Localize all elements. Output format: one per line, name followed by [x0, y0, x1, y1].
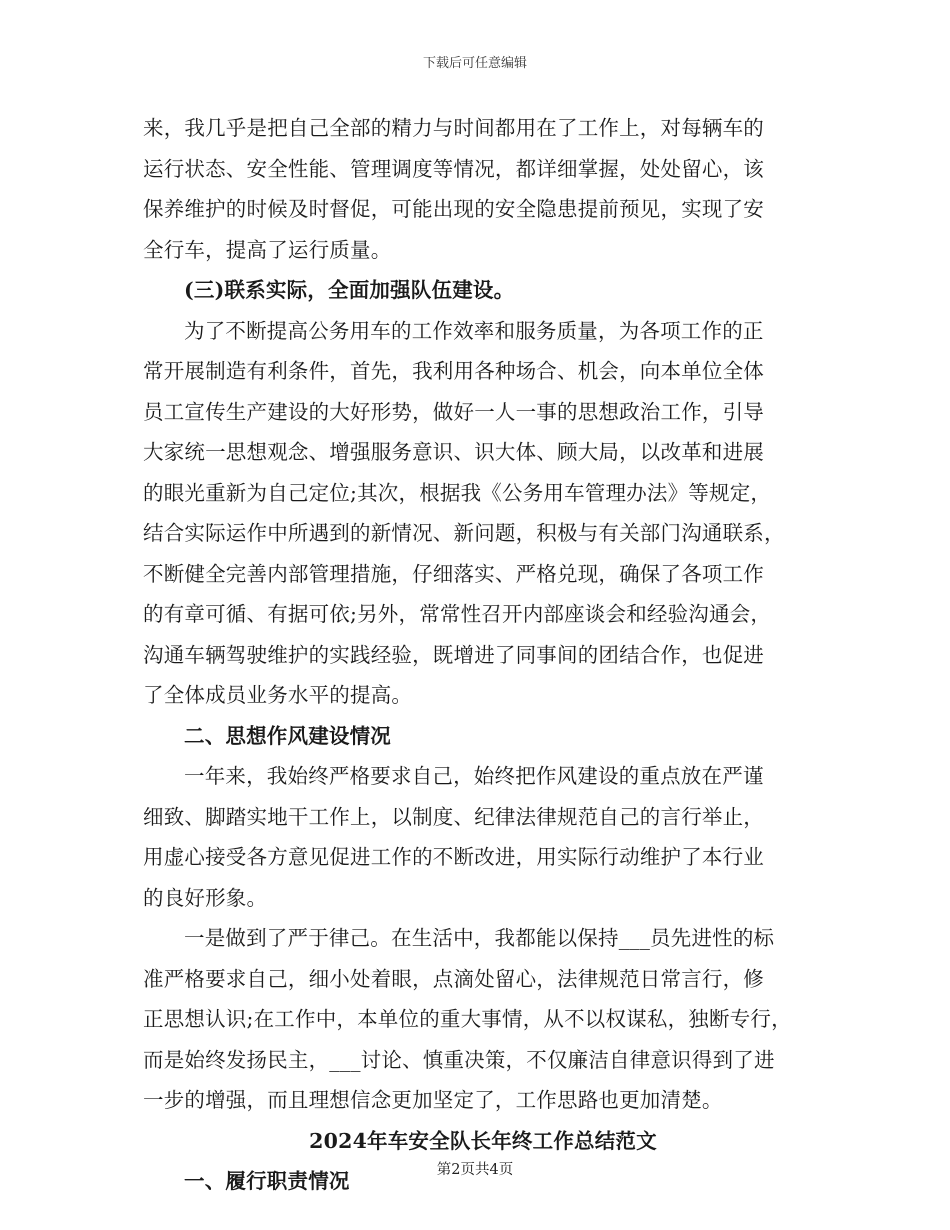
paragraph-line: 用虚心接受各方意见促进工作的不断改进，用实际行动维护了本行业	[143, 845, 764, 869]
paragraph-line: 准严格要求自己，细小处着眼，点滴处留心，法律规范日常言行，修	[143, 966, 764, 991]
paragraph-line: 大家统一思想观念、增强服务意识、识大体、顾大局，以改革和进展	[143, 440, 764, 464]
paragraph-line: 全行车，提高了运行质量。	[143, 237, 392, 262]
paragraph-line: 为了不断提高公务用车的工作效率和服务质量，为各项工作的正	[184, 318, 764, 343]
paragraph-line: 结合实际运作中所遇到的新情况、新问题，积极与有关部门沟通联系，	[143, 521, 785, 545]
page-header: 下载后可任意编辑	[422, 56, 527, 71]
section-heading: 一、履行职责情况	[184, 1169, 350, 1193]
paragraph-line: 细致、脚踏实地干工作上，以制度、纪律法律规范自己的言行举止，	[143, 804, 764, 829]
paragraph-line: 员工宣传生产建设的大好形势，做好一人一事的思想政治工作，引导	[143, 399, 764, 424]
paragraph-line: 保养维护的时候及时督促，可能出现的安全隐患提前预见，实现了安	[143, 197, 764, 221]
paragraph-line: 一是做到了严于律己。在生活中，我都能以保持___员先进性的标	[184, 926, 775, 950]
document-title: 2024年车安全队长年终工作总结范文	[309, 1128, 657, 1153]
paragraph-line: 沟通车辆驾驶维护的实践经验，既增进了同事间的团结合作，也促进	[143, 642, 764, 667]
section-heading: (三)联系实际，全面加强队伍建设。	[184, 278, 515, 302]
paragraph-line: 的有章可循、有据可依;另外，常常性召开内部座谈会和经验沟通会，	[143, 602, 772, 626]
document-body	[143, 108, 823, 1202]
paragraph-line: 正思想认识;在工作中，本单位的重大事情，从不以权谋私，独断专行，	[143, 1007, 792, 1031]
paragraph-line: 的眼光重新为自己定位;其次，根据我《公务用车管理办法》等规定，	[143, 480, 772, 505]
paragraph-line: 不断健全完善内部管理措施，仔细落实、严格兑现，确保了各项工作	[143, 561, 764, 586]
paragraph-line: 的良好形象。	[143, 885, 268, 910]
paragraph-line: 而是始终发扬民主，___讨论、慎重决策，不仅廉洁自律意识得到了进	[143, 1047, 775, 1072]
section-heading: 二、思想作风建设情况	[184, 723, 391, 748]
paragraph-line: 一年来，我始终严格要求自己，始终把作风建设的重点放在严谨	[184, 764, 764, 788]
page-number: 第2页共4页	[436, 1162, 514, 1178]
paragraph-line: 一步的增强，而且理想信念更加坚定了，工作思路也更加清楚。	[143, 1088, 723, 1112]
paragraph-line: 运行状态、安全性能、管理调度等情况，都详细掌握，处处留心，该	[143, 156, 764, 181]
paragraph-line: 来，我几乎是把自己全部的精力与时间都用在了工作上，对每辆车的	[143, 116, 764, 140]
paragraph-line: 常开展制造有利条件，首先，我利用各种场合、机会，向本单位全体	[143, 359, 764, 383]
paragraph-line: 了全体成员业务水平的提高。	[143, 683, 413, 707]
